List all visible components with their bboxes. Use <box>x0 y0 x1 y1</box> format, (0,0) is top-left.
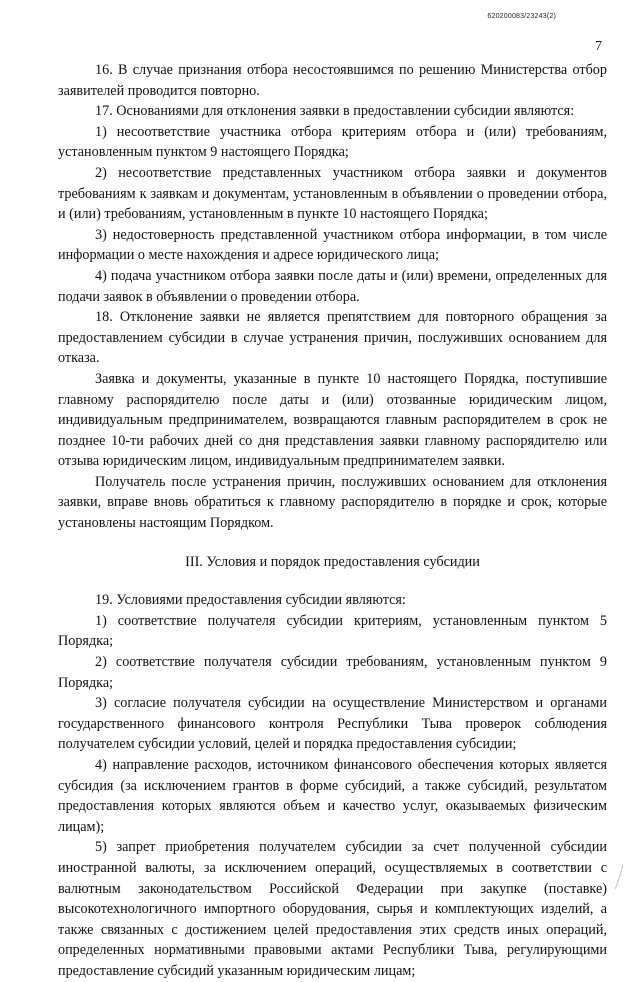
paragraph-17-item-4: 4) подача участником отбора заявки после даты и (или) времени, определенных для подачи заявок в объявлении о проведении отбора. <box>58 267 607 305</box>
paragraph-17-item-1: 1) несоответствие участника отбора критериям отбора и (или) требованиям, установленным пунктом 9 настоящего Порядка; <box>58 123 607 161</box>
document-id: 620200083/23243(2) <box>487 13 556 20</box>
paragraph-18-reapply: Получатель после устранения причин, послуживших основанием для отклонения заявки, вправе вновь обратиться к главному распорядителю в порядке и срок, которые установлены настоящим Порядком. <box>58 473 607 532</box>
paragraph-18-return: Заявка и документы, указанные в пункте 10 настоящего Порядка, поступившие главному распорядителю после даты и (или) отозванные юридическим лицом, индивидуальным предпринимателем, возвращаются главным распорядителем в срок не позднее 10-ти рабочих дней со дня представления заявки главному распорядителю или отзыва юридическим лицом, индивидуальным предпринимателем заявки. <box>58 370 607 470</box>
paragraph-17: 17. Основаниями для отклонения заявки в предоставлении субсидии являются: <box>95 103 575 120</box>
paragraph-17-item-3: 3) недостоверность представленной участником отбора информации, в том числе информации о месте нахождения и адресе юридического лица; <box>58 226 607 264</box>
paragraph-17-item-2: 2) несоответствие представленных участником отбора заявки и документов требованиям к заявкам и документам, установленным в объявлении о проведении отбора, и (или) требованиям, установленным в пункте 10 настоящего Порядка; <box>58 164 607 223</box>
paragraph-19-item-4: 4) направление расходов, источником финансового обеспечения которых является субсидия (за исключением грантов в форме субсидий, а также субсидий, результатом предоставления которых являются объем и качество услуг, оказываемых физическим лицам); <box>58 757 607 835</box>
section-heading: III. Условия и порядок предоставления субсидии <box>185 553 480 570</box>
paragraph-19: 19. Условиями предоставления субсидии являются: <box>95 592 406 609</box>
paragraph-18: 18. Отклонение заявки не является препятствием для повторного обращения за предоставлением субсидии в случае устранения причин, послуживших основанием для отказа. <box>58 309 607 367</box>
paragraph-19-item-5: 5) запрет приобретения получателем субсидии за счет полученной субсидии иностранной валюты, за исключением операций, осуществляемых в соответствии с валютным законодательством Российской Федерации при закупке (поставке) высокотехнологичного импортного оборудования, сырья и комплектующих изделий, а также связанных с достижением целей предоставления этих средств иных операций, определенных нормативными правовыми актами Республики Тыва, регулирующими предоставление субсидий указанным юридическим лицам; <box>58 839 607 979</box>
scan-mark-icon <box>612 861 626 891</box>
paragraph-19-item-2: 2) соответствие получателя субсидии требованиям, установленным пунктом 9 Порядка; <box>58 654 607 691</box>
document-body <box>58 60 607 982</box>
paragraph-19-item-3: 3) согласие получателя субсидии на осуществление Министерством и органами государственного финансового контроля Республики Тыва проверок соблюдения получателем субсидии условий, целей и порядка предоставления субсидии; <box>58 695 607 753</box>
paragraph-19-item-1: 1) соответствие получателя субсидии критериям, установленным пунктом 5 Порядка; <box>58 612 607 650</box>
page-number: 7 <box>595 39 602 54</box>
paragraph-16: 16. В случае признания отбора несостоявшимся по решению Министерства отбор заявителей проводится повторно. <box>58 62 607 99</box>
